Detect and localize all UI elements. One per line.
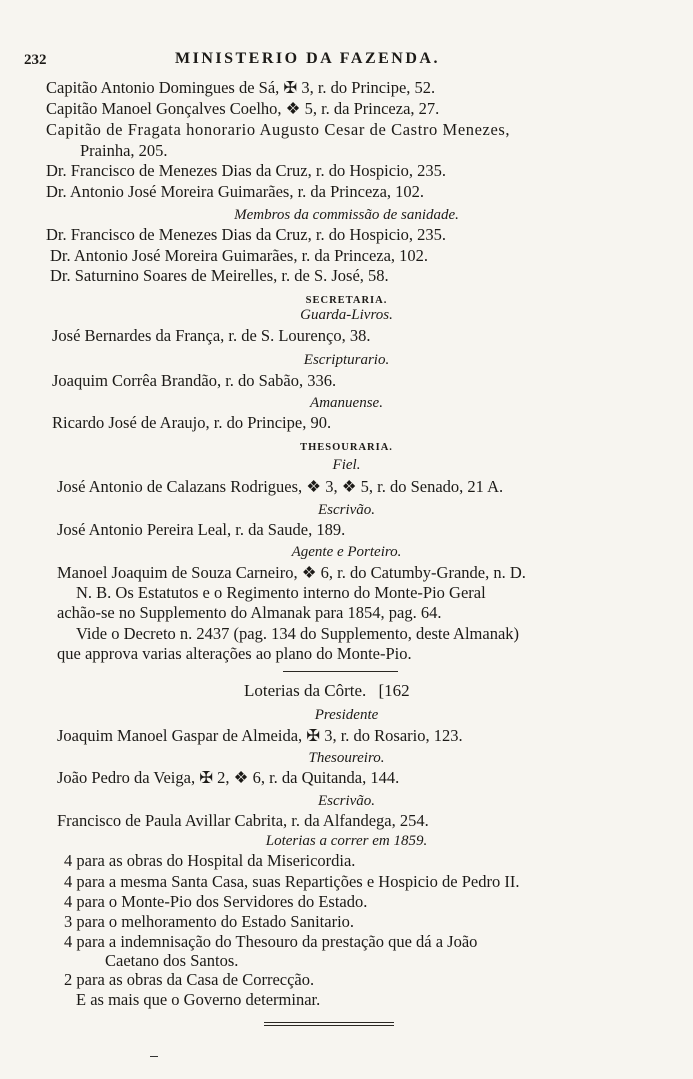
lottery-line: 4 para a mesma Santa Casa, suas Repartições e Hospicio de Pedro II. <box>64 872 520 891</box>
section-heading <box>244 681 410 701</box>
entry-line: Prainha, 205. <box>80 141 168 160</box>
subsection-heading: Escrivão. <box>317 502 376 518</box>
member-line: Dr. Saturnino Soares de Meirelles, r. de S. José, 58. <box>50 266 389 285</box>
subsection-heading: Escripturario. <box>303 352 390 368</box>
subsection-heading: Thesoureiro. <box>308 750 385 766</box>
member-line: Dr. Antonio José Moreira Guimarães, r. da Princeza, 102. <box>50 246 429 265</box>
page-number: 232 <box>24 52 47 68</box>
note-line: que approva varias alterações ao plano do Monte-Pio. <box>57 644 412 663</box>
entry-line: João Pedro da Veiga, ✠ 2, ❖ 6, r. da Quitanda, 144. <box>57 768 400 787</box>
entry-line: José Antonio de Calazans Rodrigues, ❖ 3, ❖ 5, r. do Senado, 21 A. <box>57 477 504 496</box>
subsection-heading: Escrivão. <box>317 793 376 809</box>
entry-line: Capitão de Fragata honorario Augusto Cesar de Castro Menezes, <box>46 120 511 139</box>
subsection-heading: Amanuense. <box>310 395 383 411</box>
note-line: Vide o Decreto n. 2437 (pag. 134 do Supplemento, deste Almanak) <box>76 624 520 643</box>
subsection-heading: Agente e Porteiro. <box>291 544 402 560</box>
running-title: MINISTERIO DA FAZENDA. <box>175 50 440 67</box>
entry-line: José Bernardes da França, r. de S. Lourenço, 38. <box>52 326 371 345</box>
lottery-line: Caetano dos Santos. <box>105 951 239 970</box>
entry-line: Dr. Antonio José Moreira Guimarães, r. da Princeza, 102. <box>46 182 425 201</box>
note-line: N. B. Os Estatutos e o Regimento interno do Monte-Pio Geral <box>76 583 486 602</box>
section-divider <box>283 671 398 672</box>
entry-line: Capitão Antonio Domingues de Sá, ✠ 3, r. do Principe, 52. <box>46 78 436 97</box>
entry-line: Joaquim Corrêa Brandão, r. do Sabão, 336. <box>52 371 337 390</box>
lottery-line: 4 para o Monte-Pio dos Servidores do Estado. <box>64 892 368 911</box>
entry-line: Manoel Joaquim de Souza Carneiro, ❖ 6, r. do Catumby-Grande, n. D. <box>57 563 526 582</box>
print-mark <box>150 1056 158 1057</box>
lottery-line: 3 para o melhoramento do Estado Sanitario. <box>64 912 355 931</box>
subsection-heading: Guarda-Livros. <box>300 307 393 323</box>
loterias-ref: [162 <box>378 681 410 700</box>
subsection-heading: Presidente <box>314 707 379 723</box>
entry-line: Dr. Francisco de Menezes Dias da Cruz, r. do Hospicio, 235. <box>46 161 447 180</box>
section-heading: THESOURARIA. <box>300 442 393 453</box>
section-heading: Membros da commissão de sanidade. <box>234 207 459 223</box>
entry-line: Francisco de Paula Avillar Cabrita, r. da Alfandega, 254. <box>57 811 429 830</box>
entry-line: Joaquim Manoel Gaspar de Almeida, ✠ 3, r. do Rosario, 123. <box>57 726 463 745</box>
lottery-line: E as mais que o Governo determinar. <box>76 990 321 1009</box>
section-heading: SECRETARIA. <box>305 295 388 306</box>
entry-line: José Antonio Pereira Leal, r. da Saude, 189. <box>57 520 346 539</box>
note-line: achão-se no Supplemento do Almanak para 1854, pag. 64. <box>57 603 442 622</box>
subsection-heading: Loterias a correr em 1859. <box>265 833 428 849</box>
subsection-heading: Fiel. <box>332 457 361 473</box>
entry-line: Capitão Manoel Gonçalves Coelho, ❖ 5, r. da Princeza, 27. <box>46 99 440 118</box>
lottery-line: 2 para as obras da Casa de Correcção. <box>64 970 315 989</box>
lottery-line: 4 para a indemnisação do Thesouro da prestação que dá a João <box>64 932 478 951</box>
lottery-line: 4 para as obras do Hospital da Misericordia. <box>64 851 356 870</box>
loterias-heading: Loterias da Côrte. <box>244 681 367 700</box>
bottom-divider <box>264 1022 394 1023</box>
entry-line: Ricardo José de Araujo, r. do Principe, 90. <box>52 413 332 432</box>
member-line: Dr. Francisco de Menezes Dias da Cruz, r. do Hospicio, 235. <box>46 225 447 244</box>
